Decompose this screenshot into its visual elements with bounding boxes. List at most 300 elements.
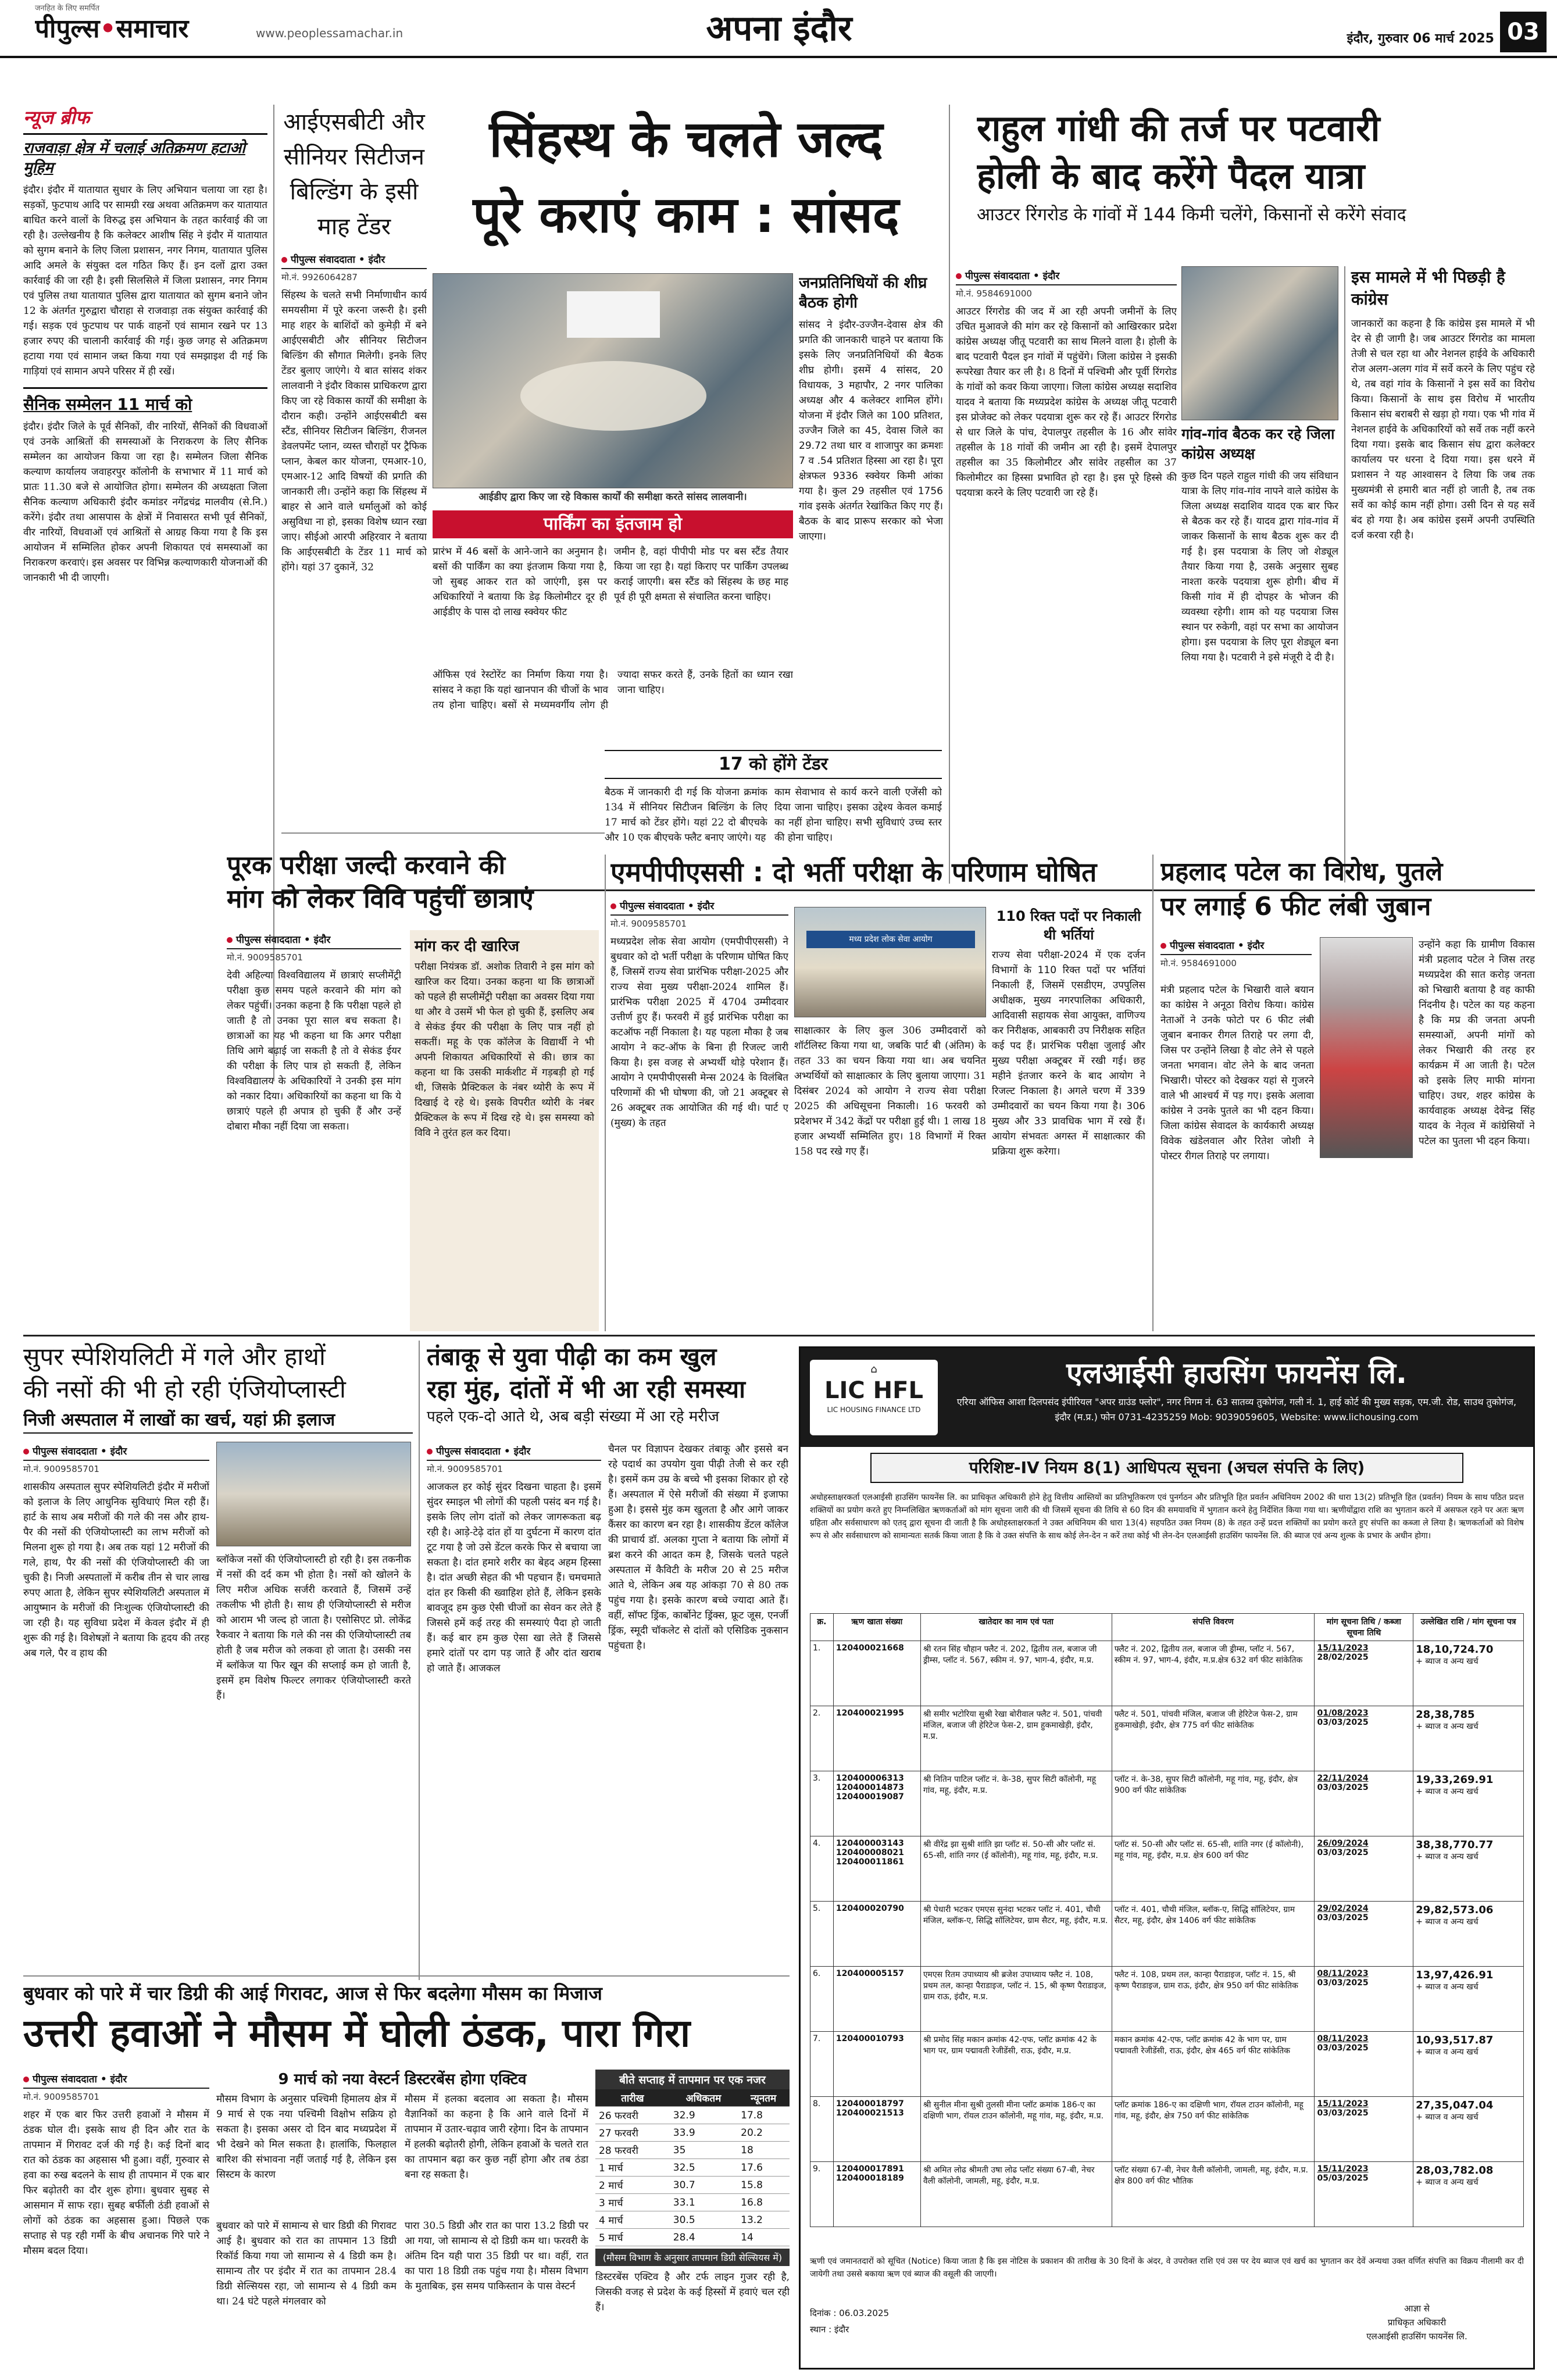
- lic-cell: फ्लैट नं. 202, द्वितीय तल, बजाज जी ड्रीम्स, प्लॉट नं. 567, स्कीम नं. 97, भाग-4, इंदौर, म.प्र.क्षेत्र 632 वर्ग फीट सांकेतिक: [1112, 1641, 1315, 1706]
- brief-text-1: इंदौर। इंदौर में यातायात सुधार के लिए अभियान चलाया जा रहा है। सड़कों, फुटपाथ आदि पर सामग्री रख अथवा अतिक्रमण कर यातायात बाधित करने वालों के विरुद्ध इस अभियान के तहत कार्रवाई की जा रही है। उल्लेखनीय है कि कलेक्टर आशीष सिंह ने इंदौर में यातायात को सुगम बनाने के लिए जिला प्रशासन, नगर निगम, यातायात पुलिस आदि अमले के संयुक्त दल गठित किए हैं। इन दलों द्वारा उक्त कार्रवाई की जा रही है। इसी सिलसिले में जिला प्रशासन, नगर निगम एवं पुलिस तथा यातायात पुलिस द्वारा यातायात को सुगम बनाने जोन 12 के अंतर्गत गुरुद्वारा चौराहा से राजवाड़ा तक संयुक्त कार्रवाई की गई। सड़क एवं फुटपाथ पर पार्क वाहनों एवं सामान रखने पर 13 हजार रुपए की चालानी कार्रवाई की गई। कुछ जगह से अतिक्रमण हटाया गया एवं सामान जब्त किया गया एवं समझाइश दी गई कि गाड़ियां एवं सामान अपने परिसर में ही रखें।: [23, 184, 267, 377]
- weather-kicker: बुधवार को पारे में चार डिग्री की आई गिरावट, आज से फिर बदलेगा मौसम का मिजाज: [23, 1982, 602, 2004]
- tender-headline-text: 17 को होंगे टेंडर: [719, 754, 828, 774]
- lic-cell: प्लॉट नं. 401, चौथी मंजिल, ब्लॉक-ए, सिद्धि सॉलिटेयर, ग्राम सैटर, महू, इंदौर, क्षेत्र 1406 वर्ग फीट सांकेतिक: [1112, 1902, 1315, 1967]
- photo-caption: आईडीए द्वारा किए जा रहे विकास कार्यों की समीक्षा करते सांसद लालवानी।: [478, 491, 747, 503]
- lic-cell: एमएस रितम उपाध्याय श्री ब्रजेश उपाध्याय फ्लैट नं. 108, प्रथम तल, कान्हा पैराडाइज, प्लॉट नं. 15, श्री कृष्ण पैराडाइज, ग्राम राऊ, इंदौर, म.प्र.: [920, 1967, 1112, 2032]
- byline-city: इंदौर: [1042, 270, 1060, 282]
- lic-cell: 120400021668: [833, 1641, 920, 1706]
- temp-cell: 33.1: [670, 2194, 737, 2211]
- lic-cell: 120400006313 120400014873 120400019087: [833, 1771, 920, 1836]
- lic-amount-cell: [1413, 1836, 1524, 1902]
- lic-cell: फ्लैट नं. 108, प्रथम तल, कान्हा पैराडाइज, प्लॉट नं. 15, श्री कृष्ण पैराडाइज, ग्राम राऊ, इंदौर, क्षेत्र 950 वर्ग फीट सांकेतिक: [1112, 1967, 1315, 2032]
- byline-name: पीपुल्स संवाददाता: [291, 254, 355, 266]
- demand-date: 08/11/2023: [1317, 2034, 1369, 2043]
- lic-column-header: क्र.: [810, 1614, 834, 1641]
- lic-date: दिनांक : 06.03.2025: [810, 2308, 890, 2318]
- super-right: [216, 1552, 411, 1977]
- demand-date: 15/11/2023: [1317, 2164, 1369, 2174]
- super-text-2: ब्लॉकेज नसों की एंजियोप्लास्टी हो रही है। इस तकनीक में नसों की दर्द कम भी होता है। नसों को खोलने के लिए मरीज अधिक सर्जरी करवाते हैं, जिसमें उन्हें तकलीफ भी होती है। साथ ही एंजियोप्लास्टी से मरीज को आराम भी जल्द हो जाता है। एसोसिएट प्रो. लोकेंद्र रैकवार ने बताया कि गले की नस की एंजियोप्लास्टी तब होती है जब मरीज को लकवा हो जाता है। उसकी नस में ब्लॉकेज या फिर खून की सप्लाई कम हो जाती है, इसमें हम विशेष फिल्टर लगाकर एंजियोप्लास्टी करते हैं।: [216, 1554, 411, 1702]
- temp-cell: 32.5: [670, 2159, 737, 2177]
- temp-row: [595, 2142, 790, 2159]
- possession-date: 03/03/2025: [1317, 1978, 1369, 1988]
- lic-cell: श्री सुनील मीना सुश्री तुलसी मीना प्लॉट क्रमांक 186-ए का दक्षिणी भाग, रॉयल टाउन कॉलोनी, महू गांव, महू, इंदौर, म.प्र.: [920, 2097, 1112, 2162]
- dateline: इंदौर, गुरुवार 06 मार्च 2025: [1347, 31, 1494, 46]
- isbt-byline: पीपुल्स संवाददाता • इंदौर: [281, 250, 427, 269]
- amount: 38,38,770.77: [1416, 1839, 1494, 1851]
- byline-city: इंदौर: [513, 1446, 531, 1457]
- lic-sign-line-3: एलआईसी हाउसिंग फायनेंस लि.: [1366, 2331, 1467, 2342]
- weather-mid-1: [216, 2092, 397, 2214]
- weather-text-3: मौसम में हलका बदलाव आ सकता है। मौसम वैज्ञानिकों का कहना है कि आने वाले दिनों में तापमान में उतार-चढ़ाव जारी रहेगा। दिन के तापमान में हलकी बढ़ोतरी होगी, लेकिन हवाओं के चलते रात का तापमान बढ़ा कर कुछ नहीं होगा और तब ठंडा बना रह सकता है।: [405, 2093, 588, 2181]
- lic-cell: 1.: [810, 1641, 834, 1706]
- lic-amount-cell: [1413, 1771, 1524, 1836]
- byline-city: इंदौर: [1247, 940, 1265, 952]
- possession-date: 03/03/2025: [1317, 1718, 1369, 1727]
- tobacco-right: [608, 1442, 788, 1977]
- super-mobile: मो.नं. 9009585701: [23, 1464, 99, 1474]
- lic-cell: श्री रतन सिंह चौहान फ्लैट नं. 202, द्वितीय तल, बजाज जी ड्रीम्स, प्लॉट नं. 567, स्कीम नं. 97, भाग-4, इंदौर, म.प्र.: [920, 1641, 1112, 1706]
- byline-city: इंदौर: [110, 1446, 127, 1457]
- isbt-text: सिंहस्थ के चलते सभी निर्माणाधीन कार्य समयसीमा में पूरे करना जरूरी है। इसी माह शहर के बाशिंदों को कुमेड़ी में बने आईएसबीटी और सीनियर सिटीजन बिल्डिंग की सौगात मिलेगी। इनके लिए टेंडर बुलाए जाएंगे। ये बात सांसद शंकर लालवानी ने इंदौर विकास प्राधिकरण द्वारा किए जा रहे विकास कार्यों की समीक्षा के दौरान कही। उन्होंने आईएसबीटी बस स्टैंड, सीनियर सिटीजन बिल्डिंग, रीजनल डेवलपमेंट प्लान, व्यस्त चौराहों पर ट्रैफिक प्लान, केबल कार योजना, एमआर-10, एमआर-12 आदि विषयों की प्रगति की जानकारी ली। उन्होंने कहा कि सिंहस्थ में बाहर से आने वाले धर्मालुओं को कोई असुविधा ना हो, इसका विशेष ध्यान रखा जाए। सीईओ आरपी अहिरवार ने बताया कि आईएसबीटी के टेंडर 11 मार्च को होंगे। यहां 37 दुकानें, 32: [281, 290, 427, 573]
- lic-cell: 3.: [810, 1771, 834, 1836]
- weather-bottom-1: [216, 2218, 397, 2372]
- possession-date: 03/03/2025: [1317, 1848, 1369, 1857]
- temp-cell: 27 फरवरी: [595, 2124, 670, 2142]
- temp-cell: 13.2: [737, 2211, 790, 2229]
- lic-row: [810, 2097, 1524, 2162]
- lic-cell: 8.: [810, 2097, 834, 2162]
- tobacco-byline: पीपुल्स संवाददाता • इंदौर: [427, 1442, 601, 1461]
- temp-cell: 26 फरवरी: [595, 2107, 670, 2124]
- demand-date: 29/02/2024: [1317, 1904, 1369, 1913]
- lic-cell: 120400020790: [833, 1902, 920, 1967]
- congress-lags-text: जानकारों का कहना है कि कांग्रेस इस मामले में भी देर से ही जागी है। जब आउटर रिंगरोड का मामला तेजी से चल रहा था और नेशनल हाईवे के अधिकारी रोज अलग-अलग गांव में सर्वे करने के लिए पहुंच रहे थे, तब वहां गांव के किसानों ने इस सर्वे का विरोध किया। किसानों के साथ इस विरोध में भारतीय किसान संघ बराबरी से खड़ा हो गया। एक भी गांव में नेशनल हाईवे के अधिकारियों को सर्वे तक नहीं करने दिया गया। इसके बाद किसान संघ द्वारा कलेक्टर कार्यालय पर धरना दे दिया गया। इस धरने में प्रशासन ने यह आश्वासन दे लिया कि जब तक मुख्यमंत्री से हमारी बात नहीं हो जाती है, तब तक सर्वे का कोई काम नहीं होगा। उसी दिन से यह सर्वे बंद हो गया है। अब कांग्रेस इसमें अपनी उपस्थिति दर्ज करवा रही है।: [1351, 318, 1535, 541]
- lic-dates-cell: [1315, 1641, 1413, 1706]
- parking-text-1: [433, 544, 607, 660]
- lic-logo: [810, 1360, 938, 1435]
- bullet-icon: [956, 273, 962, 279]
- divider: [949, 105, 950, 884]
- prahlad-text-2: मंत्री प्रहलाद पटेल के भिखारी वाले बयान का कांग्रेस ने अनूठा विरोध किया। कांग्रेस नेताओं ने उनके फोटो पर 6 फीट लंबी जुबान बनाकर रीगल तिराहे पर लगा दी, जिस पर उन्होंने लिखा है वोट लेने से पहले जनता भगवान। वोट लेने के बाद जनता भिखारी। पोस्टर को देखकर यहां से गुजरने वाले भी आश्चर्य में पड़ गए। इसके अलावा कांग्रेस ने उनके पुतले का भी दहन किया। जिला कांग्रेस सेवादल के कार्यकारी अध्यक्ष विवेक खंडेलवाल और रितेश जोशी ने पोस्टर रीगल तिराहे पर लगाया।: [1160, 984, 1314, 1162]
- lic-dates-cell: [1315, 1902, 1413, 1967]
- lic-amount-cell: [1413, 1706, 1524, 1771]
- lic-cell: श्री नितिन पाटिल प्लॉट नं. के-38, सुपर सिटी कॉलोनी, महू गांव, महू, इंदौर, म.प्र.: [920, 1771, 1112, 1836]
- bullet-icon: [610, 903, 616, 909]
- tobacco-headline-1: तंबाकू से युवा पीढ़ी का कम खुल: [427, 1342, 717, 1371]
- lic-cell: फ्लैट नं. 501, पांचवी मंजिल, बजाज जी हेरिटेज फेस-2, ग्राम हुकमाखेड़ी, इंदौर, क्षेत्र 775 वर्ग फीट सांकेतिक: [1112, 1706, 1315, 1771]
- interest-note: + ब्याज व अन्य खर्च: [1416, 2113, 1479, 2122]
- lic-cell: 7.: [810, 2032, 834, 2097]
- lic-cell: प्लॉट संख्या 67-बी, नेचर वैली कॉलोनी, जामली, महू, इंदौर, म.प्र. क्षेत्र 800 वर्ग फीट भौतिक: [1112, 2162, 1315, 2227]
- temp-cell: 15.8: [737, 2177, 790, 2194]
- patwari-story: [956, 266, 1177, 882]
- lic-footer-text: ऋणी एवं जमानतदारों को सूचित (Notice) किया जाता है कि इस नोटिस के प्रकाशन की तारीख के 30 दिनों के अंदर, वे उपरोक्त राशि एवं उस पर देय ब्याज एवं खर्च का भुगतान कर देवें अन्यथा उक्त वर्णित संपत्ति का विक्रय नीलामी कर दी जायेगी तथा उससे बकाया ऋण एवं ब्याज की वसूली की जाएगी।: [810, 2257, 1524, 2279]
- byline-name: पीपुल्स संवाददाता: [33, 2074, 97, 2085]
- lic-signature: [1312, 2302, 1522, 2354]
- temp-cell: 2 मार्च: [595, 2177, 670, 2194]
- tobacco-story: [427, 1341, 787, 1439]
- bullet-icon: [23, 1449, 29, 1455]
- section-title-text: अपना इंदौर: [706, 8, 852, 49]
- byline-city: इंदौर: [313, 934, 331, 946]
- tobacco-left: [427, 1442, 601, 1977]
- congress-lags-headline: इस मामले में भी पिछड़ी है कांग्रेस: [1351, 267, 1505, 309]
- news-brief-label: न्यूज ब्रीफ: [23, 106, 90, 128]
- lic-cell: 9.: [810, 2162, 834, 2227]
- temp-row: [595, 2124, 790, 2142]
- mppsc-middle: [794, 1023, 986, 1331]
- masthead: [0, 0, 1557, 58]
- isbt-headline: आईएसबीटी और सीनियर सिटीजन बिल्डिंग के इसी माह टेंडर: [283, 109, 425, 240]
- super-headline-2: की नसों की भी हो रही एंजियोप्लास्टी: [23, 1375, 346, 1403]
- divider: [419, 1341, 420, 1980]
- prahlad-right: [1419, 937, 1535, 1332]
- lic-address: एरिया ऑफिस आशा दिलपसंद इंपीरियल "अपर ग्राउंड फ्लोर", नगर निगम नं. 63 सातव्य तुकोगंज, गली नं. 1, हाई कोर्ट की मुख्य सड़क, एम.जी. रोड, साउथ तुकोगंज, इंदौर (म.प्र.) फोन 0731-4235259 Mob: 9039059605, Website: www.lichousing.com: [956, 1396, 1517, 1423]
- prahlad-headline-2: पर लगाई 6 फीट लंबी जुबान: [1160, 892, 1431, 921]
- lic-column-header: संपत्ति विवरण: [1112, 1614, 1315, 1641]
- temperature-box: [595, 2070, 790, 2372]
- super-headline-1: सुपर स्पेशियलिटी में गले और हाथों: [23, 1342, 326, 1371]
- simhastha-headline: [430, 105, 942, 279]
- patwari-text: आउटर रिंगरोड की जद में आ रही अपनी जमीनों के लिए उचित मुआवजे की मांग कर रहे किसानों को आखिरकार प्रदेश कांग्रेस अध्यक्ष जीतू पटवारी का साथ मिलने वाला है। होली के बाद पटवारी पैदल इन गांवों में पहुंचेंगे। जिला कांग्रेस ने इसकी रूपरेखा तैयार कर ली है। 8 दिनों में पश्चिमी और पूर्वी रिंगरोड के गांवों को कवर किया जाएगा। जिला कांग्रेस अध्यक्ष सदाशिव यादव ने बताया कि मध्यप्रदेश कांग्रेस के अध्यक्ष जीतू पटवारी इस प्रोजेक्ट को लेकर पदयात्रा शुरू कर रहे हैं। आउटर रिंगरोड से धार जिले के पांच, देपालपुर तहसील के 16 और सांवेर तहसील के 18 गांवों की जमीन आ रही है। इसमें देपालपुर तहसील का 35 किलोमीटर और सांवेर तहसील का 37 किलोमीटर का हिस्सा प्रभावित हो रहा है। इस पूरे हिस्से की पदयात्रा करने के लिए पटवारी जा रहे हैं।: [956, 306, 1177, 499]
- temperature-note: (मौसम विभाग के अनुसार तापमान डिग्री सेल्सियस में): [595, 2249, 790, 2266]
- super-subheadline: निजी अस्पताल में लाखों का खर्च, यहां फ्री इलाज: [23, 1408, 413, 1434]
- demand-date: 26/09/2024: [1317, 1839, 1369, 1848]
- possession-date: 28/02/2025: [1317, 1653, 1369, 1662]
- temp-cell: 32.9: [670, 2107, 737, 2124]
- lic-sign-line-2: प्राधिकृत अधिकारी: [1387, 2317, 1447, 2328]
- tobacco-headline-2: रहा मुंह, दांतों में भी आ रही समस्या: [427, 1375, 745, 1403]
- temp-cell: 18: [737, 2142, 790, 2159]
- parking-headline-text: पार्किंग का इंतजाम हो: [543, 514, 683, 534]
- patwari-byline: पीपुल्स संवाददाता • इंदौर: [956, 266, 1177, 285]
- isbt-story: [281, 105, 427, 884]
- temp-row: [595, 2107, 790, 2124]
- weather-byline: पीपुल्स संवाददाता • इंदौर: [23, 2070, 209, 2089]
- lic-logo-subtext: LIC HOUSING FINANCE LTD: [827, 1406, 921, 1414]
- lic-cell: श्री अमित लोढ श्रीमती उषा लोढ प्लॉट संख्या 67-बी, नेचर वैली कॉलोनी, जामली, महू, इंदौर, म.प्र.: [920, 2162, 1112, 2227]
- lic-row: [810, 2162, 1524, 2227]
- congress-lags-box: [1344, 266, 1535, 882]
- representatives-box: [799, 273, 943, 599]
- supplementary-byline: पीपुल्स संवाददाता • इंदौर: [227, 930, 401, 949]
- temp-cell: 28.4: [670, 2229, 737, 2246]
- temp-cell: 17.6: [737, 2159, 790, 2177]
- mppsc-text-1: मध्यप्रदेश लोक सेवा आयोग (एमपीपीएससी) ने बुधवार को दो भर्ती परीक्षा के परिणाम घोषित किए हैं, जिसमें राज्य सेवा प्रारंभिक परीक्षा-2025 और राज्य सेवा मुख्य परीक्षा-2024 शामिल हैं। प्रारंभिक परीक्षा 2025 में 4704 उम्मीदवार उत्तीर्ण हुए हैं। फरवरी में हुई प्रारंभिक परीक्षा का कटऑफ नहीं निकाला है। यह पहला मौका है जब आयोग ने कट-ऑफ के बिना ही रिजल्ट जारी किया है। इस वजह से अभ्यर्थी थोड़े परेशान हैं। आयोग ने एमपीपीएससी मेन्स 2024 के विलंबित परिणामों की भी घोषणा की, जो 21 अक्टूबर से 26 अक्टूबर तक आयोजित की गई थी। पार्ट ए (मुख्य) के तहत: [610, 936, 788, 1129]
- screen-shape: [567, 291, 660, 338]
- supplementary-story: [227, 930, 401, 1331]
- weather-text-4: बुधवार को पारे में सामान्य से चार डिग्री की गिरावट आई है। बुधवार को रात का तापमान 13 डिग्री रिकॉर्ड किया गया जो सामान्य से 4 डिग्री कम है। सामान्य तौर पर इंदौर में रात का तापमान 28.4 डिग्री सेल्सियस रहा, जो सामान्य से 4 डिग्री कम था। 24 घंटे पहले मंगलवार को: [216, 2220, 397, 2307]
- village-meeting-photo: [1181, 266, 1338, 420]
- amount: 18,10,724.70: [1416, 1643, 1494, 1656]
- lic-cell: मकान क्रमांक 42-एफ, प्लॉट क्रमांक 42 के भाग पर, ग्राम पद्मावती रेजीडेंसी, राऊ, इंदौर, क्षेत्र 465 वर्ग फीट सांकेतिक: [1112, 2032, 1315, 2097]
- parking-text-2: [614, 544, 788, 660]
- meeting-table-shape: [520, 361, 706, 431]
- byline-city: इंदौर: [697, 900, 715, 912]
- mppsc-headline: [610, 855, 1145, 889]
- interest-note: + ब्याज व अन्य खर्च: [1416, 1787, 1479, 1796]
- possession-date: 03/03/2025: [1317, 1783, 1369, 1792]
- lic-cell: श्री प्रमोद सिंह मकान क्रमांक 42-एफ, प्लॉट क्रमांक 42 के भाग पर, ग्राम पद्मावती रेजीडेंसी, राऊ, इंदौर, म.प्र.: [920, 2032, 1112, 2097]
- lic-amount-cell: [1413, 2097, 1524, 2162]
- demand-date: 08/11/2023: [1317, 1969, 1369, 1978]
- lic-row: [810, 2032, 1524, 2097]
- demand-date: 15/11/2023: [1317, 2099, 1369, 2109]
- lic-cell: 2.: [810, 1706, 834, 1771]
- mppsc-building-photo: [794, 907, 986, 1017]
- amount: 27,35,047.04: [1416, 2099, 1494, 2111]
- bullet-icon: [281, 257, 287, 263]
- masthead-url[interactable]: www.peoplessamachar.in: [256, 26, 403, 40]
- lic-dates-cell: [1315, 1771, 1413, 1836]
- lic-cell: 4.: [810, 1836, 834, 1902]
- temp-row: [595, 2177, 790, 2194]
- temp-column-header: तारीख: [595, 2089, 670, 2107]
- weather-mobile: मो.नं. 9009585701: [23, 2092, 99, 2102]
- lic-logo-text: LIC HFL: [824, 1377, 923, 1404]
- supplementary-headline-2: मांग को लेकर विवि पहुंचीं छात्राएं: [227, 884, 534, 914]
- amount: 29,82,573.06: [1416, 1904, 1494, 1916]
- temp-cell: 30.5: [670, 2211, 737, 2229]
- tobacco-mobile: मो.नं. 9009585701: [427, 1464, 503, 1474]
- demand-date: 22/11/2024: [1317, 1774, 1369, 1783]
- super-text-1: शासकीय अस्पताल सुपर स्पेशियलिटी इंदौर में मरीजों को इलाज के लिए आधुनिक सुविधाएं मिल रही हैं। हार्ट के साथ अब मरीजों की गले की नस और हाथ-पैर की नसों की एंजियोप्लास्टी का लाभ मरीजों को मिलना शुरू हो गया है। अब तक यहां 12 मरीजों की गले, हाथ, पैर की नसों की एंजियोप्लास्टी की जा चुकी है। निजी अस्पतालों में करीब तीन से चार लाख रुपए आता है, लेकिन सुपर स्पेशियलिटी अस्पताल में आयुष्मान के मरीजों की निःशुल्क एंजियोप्लास्टी की जा रही है। यह सुविधा प्रदेश में केवल इंदौर में ही शुरू की गई है। विशेषज्ञों ने बताया कि हृदय की तरह अब गले, पैर व हाथ की: [23, 1481, 209, 1659]
- lic-intro: अधोहस्ताक्षरकर्ता एलआईसी हाउसिंग फायनेंस लि. का प्राधिकृत अधिकारी होने हेतु वित्तीय आस्तियों का प्रतिभूतिकरण एवं पुनर्गठन और प्रतिभूति हित प्रवर्तन अधिनियम 2002 की धारा 13(2) प्रतिभूति हित (प्रवर्तन) नियम के साथ पठित प्रदत्त शक्तियों का प्रयोग करते हुए निम्नलिखित ऋणकर्ताओं को मांग सूचना जारी की थी जिसमें सूचना की तिथि से 60 दिन की समयावधि में भुगतान करने हेतु निर्देशित किया गया था। ऋणीयोंद्वारा राशि का भुगतान करने में असफल रहने पर अतः ऋण ग्रहिता और सर्वसाधारण को एतद् द्वारा सूचना दी जाती है कि अधोहस्ताक्षरकर्ता ने उक्त अधिनियम की धारा 13(4) सहपठित उक्त नियम (8) के तहत उन्हें प्रदत्त शक्तियों का प्रयोग करते हुए संपत्ति का कब्जा ले लिया है। ऋणकर्ताओं को विशेष रूप से और सर्वसाधारण को सामान्यतः सतर्क किया जाता है कि वे उक्त संपत्ति के साथ कोई लेन-देन न करें तथा कोई भी लेन-देन एलआईसी हाउसिंग फायनेंस लि. की ब्याज एवं अन्य शुल्क के प्रभार के अधीन होगा।: [810, 1493, 1524, 1541]
- byline-city: इंदौर: [368, 254, 385, 266]
- lic-amount-cell: [1413, 1967, 1524, 2032]
- lic-dates-cell: [1315, 2032, 1413, 2097]
- supplementary-headline-1: पूरक परीक्षा जल्दी करवाने की: [227, 850, 506, 880]
- temp-cell: 33.9: [670, 2124, 737, 2142]
- weather-text-5: पारा 30.5 डिग्री और रात का पारा 13.2 डिग्री पर आ गया, जो सामान्य से दो डिग्री कम था। फरवरी के अंतिम दिन यही पारा 35 डिग्री पर था। वहीं, रात का पारा 18 डिग्री तक पहुंच गया है। मौसम विभाग के मुताबिक, इस समय पाकिस्तान के पास वेस्टर्न: [405, 2220, 588, 2292]
- temp-row: [595, 2194, 790, 2211]
- representatives-headline: जनप्रतिनिधियों की शीघ्र बैठक होगी: [799, 274, 927, 312]
- interest-note: + ब्याज व अन्य खर्च: [1416, 2047, 1479, 2057]
- temp-cell: 35: [670, 2142, 737, 2159]
- weather-headline: [23, 1980, 790, 2067]
- temp-cell: 4 मार्च: [595, 2211, 670, 2229]
- disturbance-headline: 9 मार्च को नया वेस्टर्न डिस्टरबेंस होगा एक्टिव: [278, 2071, 527, 2088]
- temperature-table-title: बीते सप्ताह में तापमान पर एक नजर: [595, 2070, 790, 2089]
- lic-amount-cell: [1413, 1902, 1524, 1967]
- lic-cell: 120400005157: [833, 1967, 920, 2032]
- lic-cell: प्लॉट नं. के-38, सुपर सिटी कॉलोनी, महू गांव, महू, इंदौर, क्षेत्र 900 वर्ग फीट सांकेतिक: [1112, 1771, 1315, 1836]
- demand-rejected-text: परीक्षा नियंत्रक डॉ. अशोक तिवारी ने इस मांग को खारिज कर दिया। उनका कहना था कि छात्राओं को पहले ही सप्लीमेंट्री परीक्षा का अवसर दिया गया था और वे उसमें भी फेल हो चुकी हैं, इसलिए अब वे सेकंड ईयर की परीक्षा के लिए पात्र नहीं हो सकतीं। महू के एक कॉलेज के विद्यार्थी ने भी अपनी शिकायत अधिकारियों से की। छात्र का कहना था कि उसकी मार्कशीट में गड़बड़ी हो गई थी, जिसके प्रैक्टिकल के नंबर थ्योरी के रूप में दिखाई दे रहे थे। इसके विपरीत थ्योरी के नंबर प्रैक्टिकल के रूप में दिख रहे थे। इस समस्या को विवि ने तुरंत हल कर दिया।: [415, 961, 594, 1139]
- effigy-photo: [1320, 937, 1413, 1158]
- amount: 19,33,269.91: [1416, 1774, 1494, 1786]
- lic-header: [801, 1348, 1533, 1447]
- vacancies-box: [992, 907, 1145, 1331]
- temp-cell: 28 फरवरी: [595, 2142, 670, 2159]
- isbt-mobile: मो.नं. 9926064287: [281, 272, 358, 283]
- demand-rejected-box: [410, 930, 599, 1331]
- lic-cell: 5.: [810, 1902, 834, 1967]
- temp-cell: 14: [737, 2229, 790, 2246]
- prahlad-mobile: मो.नं. 9584691000: [1160, 958, 1237, 969]
- lic-row: [810, 1967, 1524, 2032]
- byline-city: इंदौर: [110, 2074, 127, 2085]
- prahlad-byline-block: [1160, 936, 1312, 977]
- lic-cell: 120400003143 120400008021 120400011861: [833, 1836, 920, 1902]
- lic-cell: श्री समीर भटोरिया सुश्री रेखा बोरीवाल फ्लैट नं. 501, पांचवी मंजिल, बजाज जी हेरिटेज फेस-2, ग्राम हुकमाखेड़ी, इंदौर, म.प्र.: [920, 1706, 1112, 1771]
- lic-dates-cell: [1315, 1706, 1413, 1771]
- lic-column-header: खातेदार का नाम एवं पता: [920, 1614, 1112, 1641]
- lic-logo-icon: ⌂: [870, 1363, 877, 1375]
- lic-dates-cell: [1315, 1967, 1413, 2032]
- bullet-icon: [1160, 943, 1166, 949]
- demand-date: 15/11/2023: [1317, 1643, 1369, 1653]
- hospital-photo: [216, 1442, 411, 1546]
- meeting-photo: [433, 273, 793, 488]
- possession-notice-title: [870, 1453, 1463, 1483]
- byline-name: पीपुल्स संवाददाता: [436, 1446, 501, 1457]
- temp-row: [595, 2229, 790, 2246]
- masthead-logo[interactable]: [35, 12, 221, 52]
- lic-dates-cell: [1315, 2162, 1413, 2227]
- lic-cell: 120400018797 120400021513: [833, 2097, 920, 2162]
- patwari-headline-1: राहुल गांधी की तर्ज पर पटवारी: [977, 107, 1380, 149]
- vacancies-text: राज्य सेवा परीक्षा-2024 में एक दर्जन विभागों के 110 रिक्त पदों पर भर्तियां निकाली हैं, जिसमें एसडीएम, उपपुलिस अधीक्षक, मुख्य नगरपालिका अधिकारी, आदिवासी सहायक सेवा आयुक्त, वाणिज्य कर निरीक्षक, आबकारी उप निरीक्षक सहित कई पद हैं। प्रारंभिक परीक्षा जुलाई और मुख्य परीक्षा अक्टूबर में रखी गई। छह महीने इंतजार करने के बाद आयोग ने रिजल्ट निकाला है। अगले चरण में 339 उम्मीदवारों का चयन किया गया है। 306 मुख्य और 33 प्रावधिक भाग में रखे हैं। आयोग संभवतः अगस्त में साक्षात्कार की प्रक्रिया शुरू करेगा।: [992, 949, 1145, 1157]
- lic-table: [810, 1613, 1524, 2227]
- weather-bottom-2: [405, 2218, 588, 2372]
- tobacco-text-2: चैनल पर विज्ञापन देखकर तंबाकू और इससे बन रहे पदार्थ का उपयोग युवा पीढ़ी तेजी से कर रही है। इसमें कम उम्र के बच्चे भी इसका शिकार हो रहे हैं। अस्पताल में ऐसे मरीजों की संख्या में इजाफा हुआ है। इससे मुंह कम खुलता है और आगे जाकर कैंसर का कारण बन रहा है। शासकीय डेंटल कॉलेज की प्राचार्य डॉ. अलका गुप्ता ने बताया कि लोगों में ब्रश करने की आदत कम है, जिसके चलते पहले अस्पताल में कैविटी के मरीज 20 से 25 मरीज आते थे, लेकिन अब यह आंकड़ा 70 से 80 तक पहुंच गया है। इसके कारण बच्चे ज्यादा आते हैं। वहीं, सॉफ्ट ड्रिंक, कार्बोनेट ड्रिंक्स, फ्रूट जूस, एनर्जी ड्रिंक, स्मूदी चॉकलेट से दांतों को एसिडिक नुकसान पहुंचता है।: [608, 1443, 788, 1652]
- lic-cell: 6.: [810, 1967, 834, 2032]
- prahlad-byline: पीपुल्स संवाददाता • इंदौर: [1160, 936, 1312, 955]
- brief-text-2: इंदौर। इंदौर जिले के पूर्व सैनिकों, वीर नारियों, सैनिकों की विधवाओं एवं उनके आश्रितों की समस्याओं के निराकरण के लिए सैनिक सम्मेलन का आयोजन किया जा रहा है। सम्मेलन जिला सैनिक कल्याण कार्यालय जवाहरपुर कॉलोनी के सभाभार में 11 मार्च को प्रातः 11.30 बजे से आयोजित होगा। सम्मेलन की अध्यक्षता जिला सैनिक कल्याण अधिकारी इंदौर कमांडर नगेंद्रचंद्र मालवीय (से.नि.) करेंगे। इंदौर तथा आसपास के क्षेत्रों में निवासरत सभी पूर्व सैनिकों, वीर नारियों, विधवाओं एवं आश्रितों से आग्रह किया गया है कि इस आयोजन में सम्मिलित होकर अपनी शिकायत एवं समस्याओं का निराकरण करवाएं। इस अवसर पर विभिन्न कल्याणकारी योजनाओं की जानकारी भी दी जाएगी।: [23, 421, 267, 584]
- lic-amount-cell: [1413, 2032, 1524, 2097]
- byline-name: पीपुल्स संवाददाता: [620, 900, 684, 912]
- mppsc-text-2: साक्षात्कार के लिए कुल 306 उम्मीदवारों को शॉर्टलिस्ट किया गया था, जबकि पार्ट बी (अंतिम) के तहत 33 का चयन किया गया था। अब चयनित अभ्यर्थियों को साक्षात्कार के लिए बुलाया जाएगा। 31 दिसंबर 2024 को आयोग ने राज्य सेवा परीक्षा 2025 की अधिसूचना निकाली। 16 फरवरी को प्रदेशभर में 342 केंद्रों पर परीक्षा हुई थी। 1 लाख 18 हजार अभ्यर्थी सम्मिलित हुए। 18 विभागों में रिक्त 158 पद रखे गए हैं।: [794, 1025, 986, 1157]
- interest-note: + ब्याज व अन्य खर्च: [1416, 1982, 1479, 1992]
- lic-column-header: ऋण खाता संख्या: [833, 1614, 920, 1641]
- weather-main-headline: उत्तरी हवाओं ने मौसम में घोली ठंडक, पारा गिरा: [23, 2011, 691, 2056]
- super-byline: पीपुल्स संवाददाता • इंदौर: [23, 1442, 209, 1461]
- possession-date: 03/03/2025: [1317, 2043, 1369, 2053]
- bullet-icon: [427, 1449, 433, 1455]
- lic-row: [810, 1641, 1524, 1706]
- possession-date: 05/03/2025: [1317, 2174, 1369, 2183]
- prahlad-left: [1160, 982, 1314, 1331]
- bullet-icon: [227, 937, 233, 943]
- divider: [605, 855, 606, 1331]
- supplementary-mobile: मो.नं. 9009585701: [227, 952, 303, 963]
- simhastha-headline-2: पूरे कराएं काम : सांसद: [473, 186, 899, 244]
- temp-cell: 5 मार्च: [595, 2229, 670, 2246]
- tobacco-subheadline: पहले एक-दो आते थे, अब बड़ी संख्या में आ रहे मरीज: [427, 1408, 719, 1425]
- temp-cell: 30.7: [670, 2177, 737, 2194]
- amount: 28,38,785: [1416, 1709, 1475, 1721]
- lic-row: [810, 1771, 1524, 1836]
- mppsc-mobile: मो.नं. 9009585701: [610, 919, 687, 929]
- mppsc-headline-text: एमपीपीएससी : दो भर्ती परीक्षा के परिणाम घोषित: [610, 856, 1097, 888]
- patwari-headline: [977, 105, 1535, 256]
- lic-sign-line-1: आज्ञा से: [1404, 2303, 1430, 2314]
- bullet-icon: [23, 2077, 29, 2082]
- temp-cell: 17.8: [737, 2107, 790, 2124]
- temp-cell: 1 मार्च: [595, 2159, 670, 2177]
- byline-name: पीपुल्स संवाददाता: [965, 270, 1030, 282]
- logo-word-2: समाचार: [116, 14, 189, 44]
- village-meeting-box: [1181, 424, 1338, 884]
- lic-cell: श्री वीरेंद्र झा सुश्री शांति झा प्लॉट सं. 50-सी और प्लॉट सं. 65-सी, शांति नगर (ई कॉलोनी), महू गांव, महू, इंदौर, म.प्र.: [920, 1836, 1112, 1902]
- possession-date: 03/03/2025: [1317, 2109, 1369, 2118]
- lic-cell: 120400021995: [833, 1706, 920, 1771]
- lic-company-name: एलआईसी हाउसिंग फायनेंस लि.: [1066, 1356, 1407, 1390]
- interest-note: + ब्याज व अन्य खर्च: [1416, 1657, 1479, 1666]
- tobacco-text-1: आजकल हर कोई सुंदर दिखना चाहता है। इसमें सुंदर स्माइल भी लोगों की पहली पसंद बन गई है। इसके लिए लोग दांतों को लेकर जागरूकता बढ़ रही है। आड़े-टेढ़े दांत हों या दुर्घटना में कारण दांत टूट गया है जो उसे डेंटल करके फिर से बचाया जा सकता है। दांत हमारे शरीर का बेहद अहम हिस्सा है। दांत अच्छी सेहत की भी पहचान हैं। चमचमाते दांत हर किसी की ख्वाहिश होते हैं, लेकिन इसके बावजूद हम कुछ ऐसी चीजों का सेवन कर लेते हैं जिससे हमें कई तरह की समस्याएं पैदा हो जाती हैं। कई बार हम कुछ ऐसा खा लेते हैं जिससे हमारे दांतों पर दाग पड़ जाते हैं और दांत खराब हो जाते हैं। आजकल: [427, 1481, 601, 1674]
- parking-text-2-body: जमीन है, वहां पीपीपी मोड पर बस स्टैंड तैयार किया जा रहा है। यहां किराए पर पार्किंग उपलब्ध कराई जाएगी। बस स्टैंड को सिंहस्थ के छह माह पूर्व ही पूरी क्षमता से संचालित करना चाहिए।: [614, 546, 788, 603]
- page-number: 03: [1500, 12, 1547, 52]
- lic-row: [810, 1706, 1524, 1771]
- tender-text-1-body: बैठक में जानकारी दी गई कि योजना क्रमांक 134 में सीनियर सिटीजन बिल्डिंग के लिए 17 मार्च को टेंडर होंगे। यहां 22 दो बीएचके और 10 एक बीएचके फ्लैट बनाए जाएंगे। यह: [605, 787, 767, 844]
- patwari-subheadline: आउटर रिंगरोड के गांवों में 144 किमी चलेंगे, किसानों से करेंगे संवाद: [977, 205, 1406, 225]
- section-title: [657, 6, 901, 52]
- weather-mid-2: [405, 2092, 588, 2214]
- amount: 10,93,517.87: [1416, 2034, 1494, 2046]
- tender-headline: [605, 750, 942, 779]
- simhastha-continued-text: ऑफिस एवं रेस्टोरेंट का निर्माण किया गया है। सांसद ने कहा कि यहां खानपान की चीजों के भाव तय होना चाहिए। बसों से मध्यमवर्गीय लोग ही ज्यादा सफर करते हैं, उनके हितों का ध्यान रखा जाना चाहिए।: [433, 669, 793, 711]
- possession-notice-title-text: परिशिष्ट-IV नियम 8(1) आधिपत्य सूचना (अचल संपत्ति के लिए): [969, 1458, 1365, 1477]
- section-divider: [281, 832, 605, 834]
- prahlad-text-1: उन्होंने कहा कि ग्रामीण विकास मंत्री प्रहलाद पटेल ने जिस तरह मध्यप्रदेश की सात करोड़ जनता को भिखारी बताया है वह काफी निंदनीय है। पटेल का यह कहना है कि मप्र की जनता अपनी समस्याओं, अपनी मांगों को लेकर भिखारी की तरह हर कार्यक्रम में आ जाती है। पटेल को इसके लिए माफी मांगना चाहिए। उधर, शहर कांग्रेस के कार्यवाहक अध्यक्ष देवेन्द्र सिंह यादव के नेतृत्व में कांग्रेसियों ने पटेल का पुतला भी दहन किया।: [1419, 939, 1535, 1147]
- lic-cell: 120400010793: [833, 2032, 920, 2097]
- mppsc-left: [610, 896, 788, 1332]
- lic-cell: श्री पेधारी भटकर एमएस सुनंदा भटकर प्लॉट नं. 401, चौथी मंजिल, ब्लॉक-ए, सिद्धि सॉलिटेयर, ग्राम सैटर, महू, इंदौर, म.प्र.: [920, 1902, 1112, 1967]
- lic-amount-cell: [1413, 1641, 1524, 1706]
- vacancies-headline: 110 रिक्त पदों पर निकाली थी भर्तियां: [996, 908, 1141, 943]
- lic-column-header: मांग सूचना तिथि / कब्जा सूचना तिथि: [1315, 1614, 1413, 1641]
- lic-place: स्थान : इंदौर: [810, 2324, 849, 2335]
- demand-rejected-headline: मांग कर दी खारिज: [415, 938, 519, 955]
- section-divider: [23, 1335, 1535, 1336]
- interest-note: + ब्याज व अन्य खर्च: [1416, 2178, 1479, 2187]
- possession-date: 03/03/2025: [1317, 1913, 1369, 1922]
- temperature-table: [595, 2089, 790, 2246]
- mppsc-byline: पीपुल्स संवाददाता • इंदौर: [610, 896, 788, 916]
- section-divider: [23, 1975, 790, 1977]
- lic-dates-cell: [1315, 2097, 1413, 2162]
- amount: 28,03,782.08: [1416, 2164, 1494, 2177]
- byline-name: पीपुल्स संवाददाता: [33, 1446, 97, 1457]
- brief-headline-1: राजवाड़ा क्षेत्र में चलाई अतिक्रमण हटाओ मुहिम: [23, 133, 267, 178]
- lic-cell: प्लॉट सं. 50-सी और प्लॉट सं. 65-सी, शांति नगर (ई कॉलोनी), महू गांव, महू, इंदौर, म.प्र. क्षेत्र 600 वर्ग फीट: [1112, 1836, 1315, 1902]
- patwari-headline-2: होली के बाद करेंगे पैदल यात्रा: [977, 155, 1365, 197]
- lic-row: [810, 1836, 1524, 1902]
- prahlad-headline-1: प्रहलाद पटेल का विरोध, पुतले: [1160, 857, 1443, 887]
- weather-left: [23, 2070, 209, 2372]
- interest-note: + ब्याज व अन्य खर्च: [1416, 1722, 1479, 1731]
- masthead-tagline: जनहित के लिए समर्पित: [35, 4, 100, 13]
- temp-column-header: अधिकतम: [670, 2089, 737, 2107]
- lic-dates-cell: [1315, 1836, 1413, 1902]
- brief-headline-2: सैनिक सम्मेलन 11 मार्च को: [23, 387, 267, 416]
- amount: 13,97,426.91: [1416, 1969, 1494, 1981]
- lic-cell: प्लॉट क्रमांक 186-ए का दक्षिणी भाग, रॉयल टाउन कॉलोनी, महू गांव, महू, इंदौर, क्षेत्र 750 वर्ग फीट सांकेतिक: [1112, 2097, 1315, 2162]
- temp-column-header: न्यूनतम: [737, 2089, 790, 2107]
- super-left: [23, 1442, 209, 1977]
- interest-note: + ब्याज व अन्य खर्च: [1416, 1917, 1479, 1927]
- byline-name: पीपुल्स संवाददाता: [236, 934, 301, 946]
- lic-row: [810, 1902, 1524, 1967]
- village-meeting-text: कुछ दिन पहले राहुल गांधी की जय संविधान यात्रा के लिए गांव-गांव नापने वाले कांग्रेस के जिला अध्यक्ष सदाशिव यादव एक बार फिर से बैठक कर रहे हैं। यादव द्वारा गांव-गांव में जाकर किसानों के साथ बैठक शुरू कर दी गई है। इस पदयात्रा के लिए जो शेड्यूल तैयार किया गया है, उसके अनुसार सुबह नाश्ता करके पदयात्रा शुरू होगी। बीच में किसी गांव में ही दोपहर के भोजन की व्यवस्था रहेगी। शाम को यह पदयात्रा जिस स्थान पर रुकेगी, वहां पर सभा का आयोजन होगा। इस पदयात्रा के लिए पूरा शेड्यूल बना लिया गया है। पटवारी ने इसे मंजूरी दे दी है।: [1181, 470, 1338, 663]
- tender-text-2-body: काम सेवाभाव से कार्य करने वाली एजेंसी को दिया जाना चाहिए। इसका उद्देश्य केवल कमाई का नहीं होना चाहिए। सभी सुविधाएं उच्च स्तर की होना चाहिए।: [774, 787, 942, 844]
- divider: [1152, 855, 1154, 1331]
- weather-text-2: मौसम विभाग के अनुसार पश्चिमी हिमालय क्षेत्र में 9 मार्च से एक नया पश्चिमी विक्षोभ सक्रिय हो सकता है। इसका असर दो दिन बाद मध्यप्रदेश में भी देखने को मिल सकता है। हालांकि, फिलहाल बारिश की संभावना नहीं जताई गई है, लेकिन इस सिस्टम के कारण: [216, 2093, 397, 2181]
- patwari-mobile: मो.नं. 9584691000: [956, 288, 1032, 299]
- byline-name: पीपुल्स संवाददाता: [1170, 940, 1234, 952]
- parking-text-1-body: प्रारंभ में 46 बसों के आने-जाने का अनुमान है। बसों की पार्किंग का क्या इंतजाम किया गया है, जो सुबह आकर रात को जाएंगी, इस पर अधिकारियों ने बताया कि डेढ़ किलोमीटर दूर ही आईडीए के पास दो लाख स्क्वेयर फीट: [433, 546, 607, 618]
- demand-date: 01/08/2023: [1317, 1709, 1369, 1718]
